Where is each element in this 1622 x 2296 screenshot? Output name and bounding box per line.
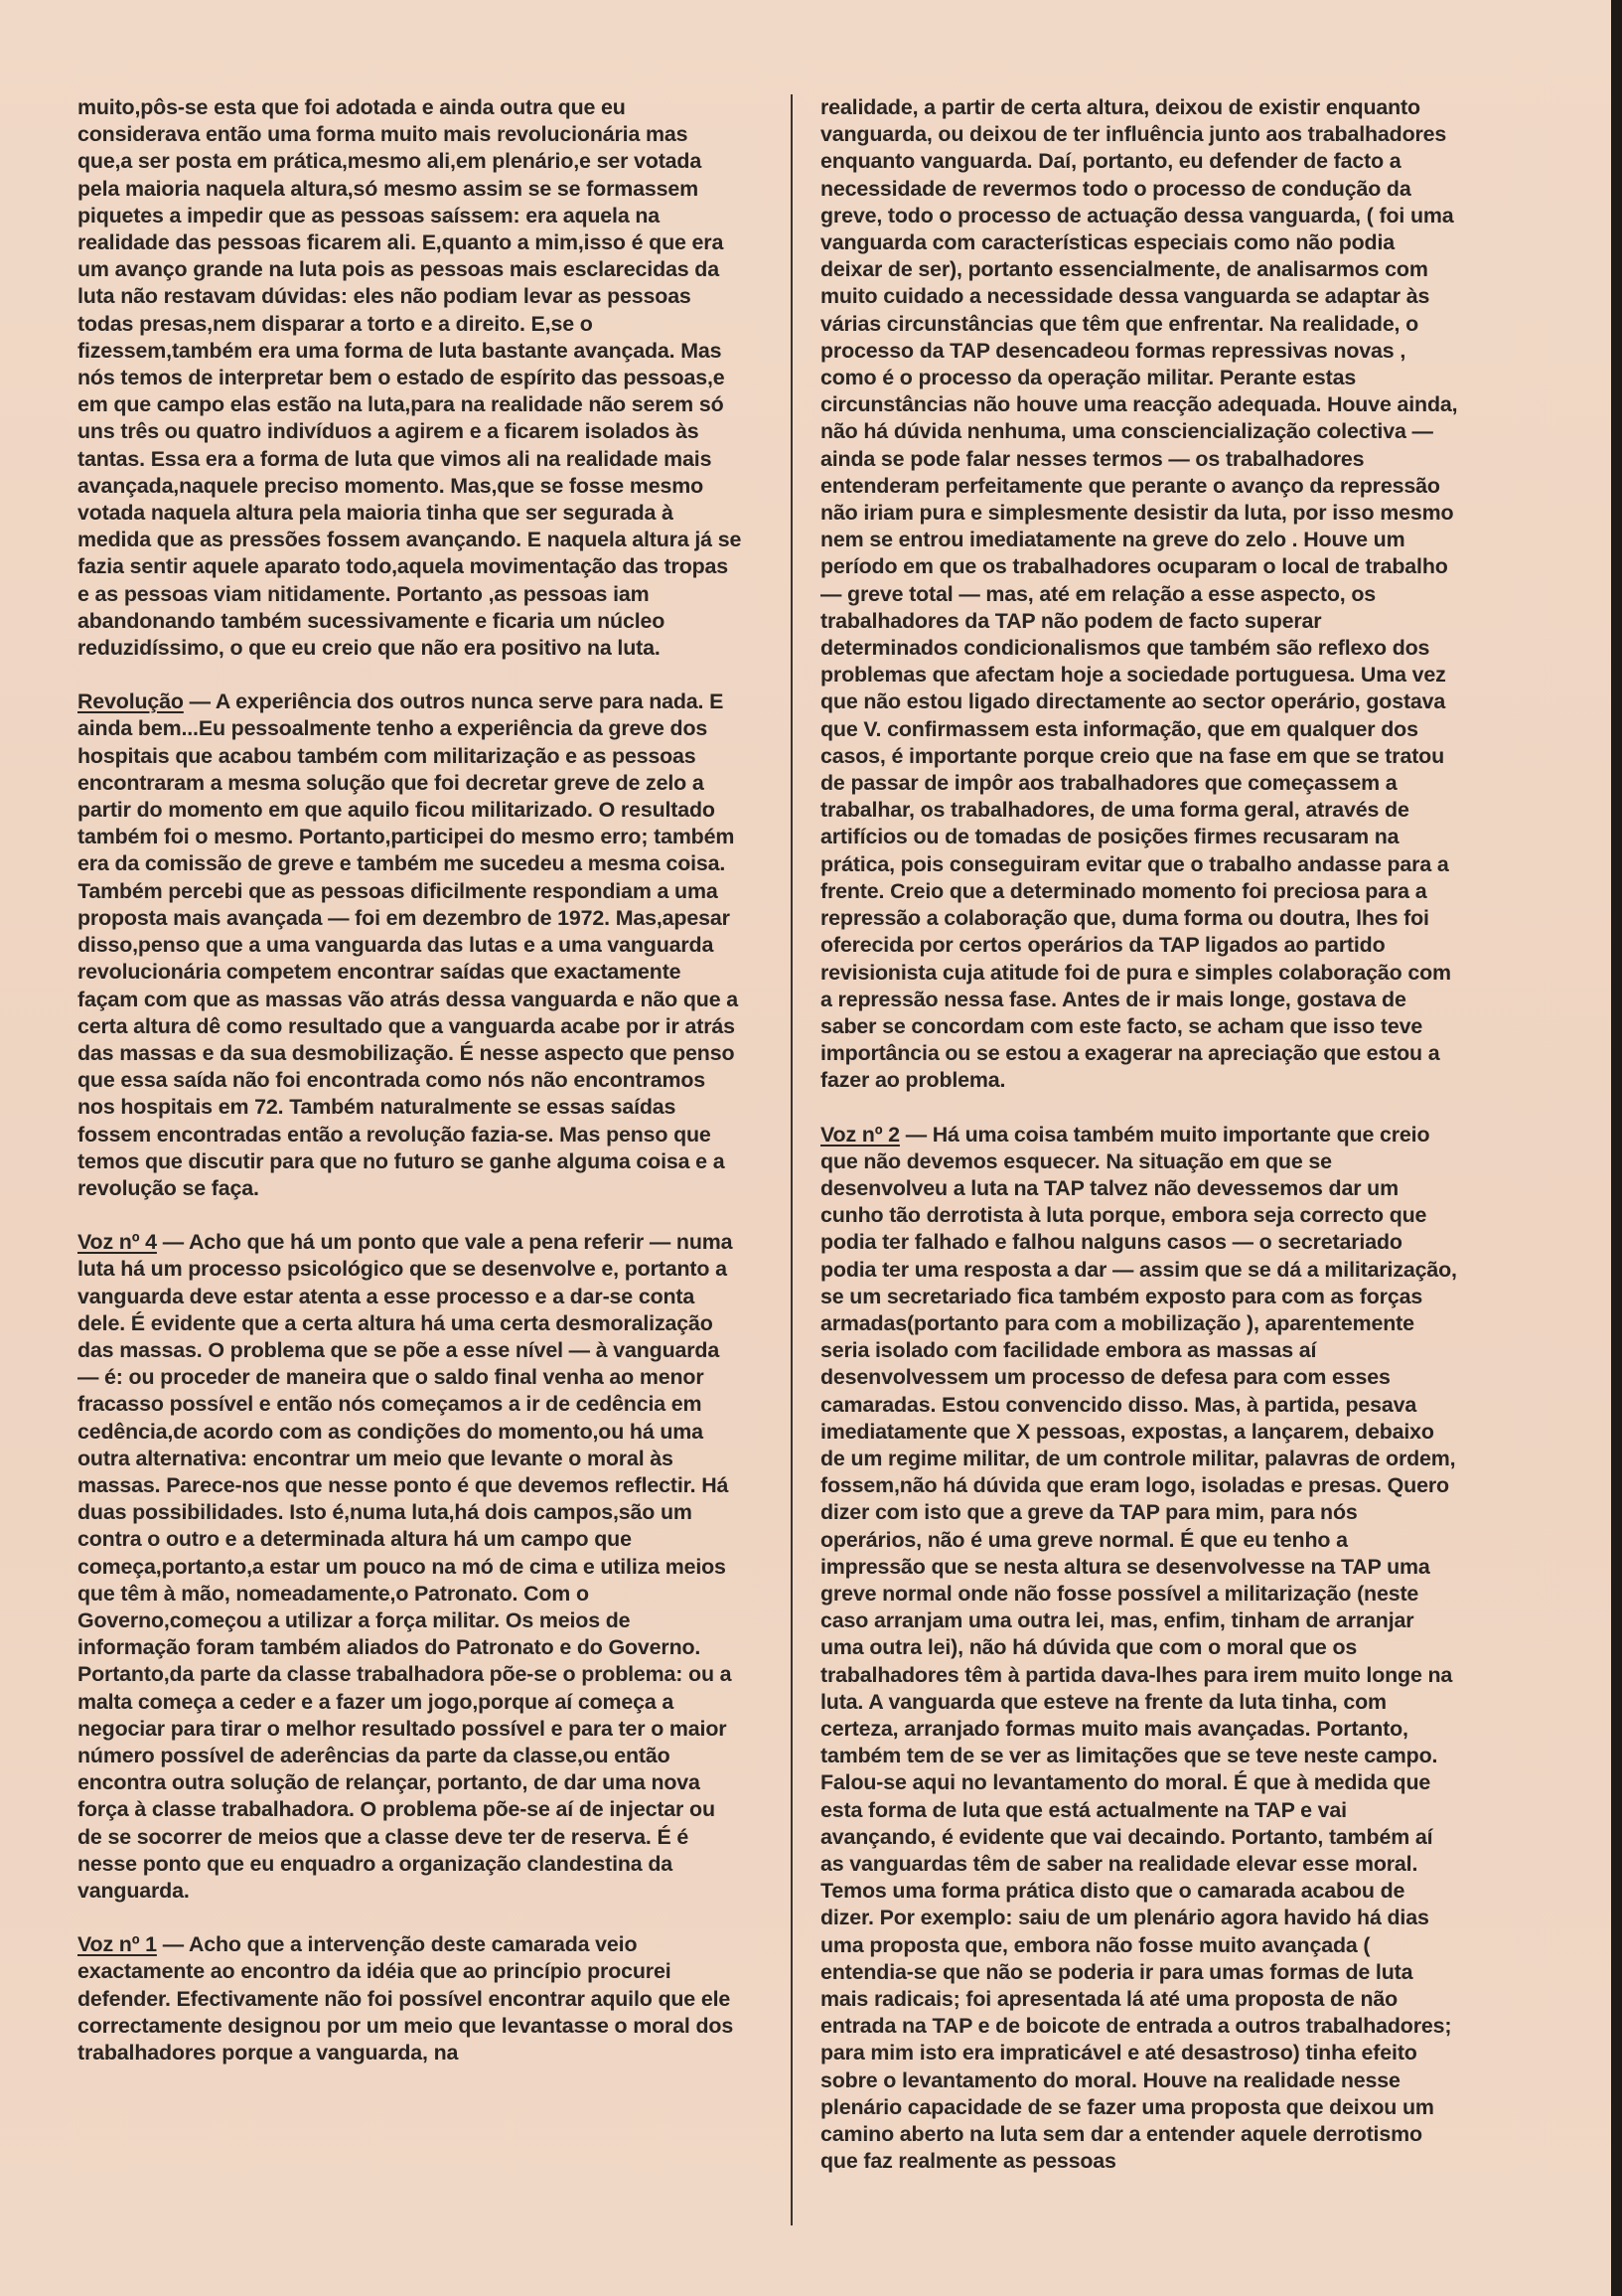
paragraph-text: — Há uma coisa também muito importante que creio que não devemos esquecer. Na situação em que se desenvolveu a luta na TAP talvez não devessemos dar um cunho tão derrotista à luta porque, embora seja correcto que podia ter falhado e falhou nalguns casos — o secretariado podia ter uma resposta a dar — assim que se dá a militarização, se um secretariado fica também exposto para com as forças armadas(portanto para com a mobilização ), aparentemente seria isolado com facilidade embora as massas aí desenvolvessem um processo de defesa para com esses camaradas. Estou convencido disso. Mas, à partida, pesava imediatamente que X pessoas, expostas, a lançarem, debaixo de um regime militar, de um controle militar, palavras de ordem, fossem,não há dúvida que eram logo, isoladas e presas. Quero dizer com isto que a greve da TAP para mim, para nós operários, não é uma greve normal. É que eu tenho a impressão que se nesta altura se desenvolvesse na TAP uma greve normal onde não fosse possível a militarização (neste caso arranjam uma outra lei, mas, enfim, tinham de arranjar uma outra lei), não há dúvida que com o moral que os trabalhadores têm à partida dava-lhes para irem muito longe na luta. A vanguarda que esteve na frente da luta tinha, com certeza, arranjado formas muito mais avançadas. Portanto, também tem de se ver as limitações que se teve neste campo. Falou-se aqui no levantamento do moral. É que à medida que esta forma de luta que está actualmente na TAP e vai avançando, é evidente que vai decaindo. Portanto, também aí as vanguardas têm de saber na realidade elevar esse moral. Temos uma forma prática disto que o camarada acabou de dizer. Por exemplo: saiu de um plenário agora havido há dias uma proposta que, embora não fosse muito avançada ( entendia-se que não se poderia ir para umas formas de luta mais radicais; foi apresentada lá até uma proposta de não entrada na TAP e de boicote de entrada a outros trabalhadores; para mim isto era impraticável e até desastroso) tinha efeito sobre o levantamento do moral. Houve na realidade nesse plenário capacidade de se fazer uma proposta que deixou um camino aberto na luta sem dar a entender aquele derrotismo que faz realmente as pessoas xyxy=(820,1123,1457,2174)
paragraph-text: realidade, a partir de certa altura, deixou de existir enquanto vanguarda, ou deixou de ter influência junto aos trabalhadores enquanto vanguarda. Daí, portanto, eu defender de facto a necessidade de revermos todo o processo de condução da greve, todo o processo de actuação dessa vanguarda, ( foi uma vanguarda com características especiais como não podia deixar de ser), portanto essencialmente, de analisarmos com muito cuidado a necessidade dessa vanguarda se adaptar às várias circunstâncias que têm que enfrentar. Na realidade, o processo da TAP desencadeou formas repressivas novas , como é o processo da operação militar. Perante estas circunstâncias não houve uma reacção adequada. Houve ainda, não há dúvida nenhuma, uma consciencialização colectiva — ainda se pode falar nesses termos — os trabalhadores entenderam perfeitamente que perante o avanço da repressão não iriam pura e simplesmente desistir da luta, por isso mesmo nem se entrou imediatamente na greve do zelo . Houve um período em que os trabalhadores ocuparam o local de trabalho — greve total — mas, até em relação a esse aspecto, os trabalhadores da TAP não podem de facto superar determinados condicionalismos que também são reflexo dos problemas que afectam hoje a sociedade portuguesa. Uma vez que não estou ligado directamente ao sector operário, gostava que V. confirmassem esta informação, que em qualquer dos casos, é importante porque creio que na fase em que se tratou de passar de impôr aos trabalhadores que começassem a trabalhar, os trabalhadores, de uma forma geral, através de artifícios ou de tomadas de posições firmes recusaram na prática, pois conseguiram evitar que o trabalho andasse para a frente. Creio que a determinado momento foi preciosa para a repressão a colaboração que, duma forma ou doutra, lhes foi oferecida por certos operários da TAP ligados ao partido revisionista cuja atitude foi de pura e simples colaboração com a repressão nessa fase. Antes de ir mais longe, gostava de saber se concordam com este facto, se acham que isso teve importância ou se estou a exagerar na apreciação que estou a fazer ao problema. xyxy=(820,95,1458,1093)
paragraph-revolucao xyxy=(77,689,743,1202)
left-column xyxy=(77,94,743,2093)
paragraph-text: muito,pôs-se esta que foi adotada e ainda outra que eu considerava então uma forma muito mais revolucionária mas que,a ser posta em prática,mesmo ali,em plenário,e ser votada pela maioria naquela altura,só mesmo assim se se formassem piquetes a impedir que as pessoas saíssem: era aquela na realidade das pessoas ficarem ali. E,quanto a mim,isso é que era um avanço grande na luta pois as pessoas mais esclarecidas da luta não restavam dúvidas: eles não podiam levar as pessoas todas presas,nem disparar a torto e a direito. E,se o fizessem,também era uma forma de luta bastante avançada. Mas nós temos de interpretar bem o estado de espírito das pessoas,e em que campo elas estão na luta,para na realidade não serem só uns três ou quatro indivíduos a agirem e a ficarem isolados às tantas. Essa era a forma de luta que vimos ali na realidade mais avançada,naquele preciso momento. Mas,que se fosse mesmo votada naquela altura pela maioria tinha que ser segurada à medida que as pressões fossem avançando. E naquela altura já se fazia sentir aquele aparato todo,aquela movimentação das tropas e as pessoas viam nitidamente. Portanto ,as pessoas iam abandonando também sucessivamente e ficaria um núcleo reduzidíssimo, o que eu creio que não era positivo na luta. xyxy=(77,95,742,661)
speaker-label: Voz nº 4 xyxy=(77,1230,157,1255)
column-divider xyxy=(791,94,793,2225)
speaker-label: Voz nº 2 xyxy=(820,1122,900,1147)
page-edge-shadow xyxy=(1611,0,1622,2296)
paragraph-text: — Acho que a intervenção deste camarada veio exactamente ao encontro da idéia que ao princípio procurei defender. Efectivamente não foi possível encontrar aquilo que ele correctamente designou por um meio que levantasse o moral dos trabalhadores porque a vanguarda, na xyxy=(77,1932,733,2065)
speaker-label: Voz nº 1 xyxy=(77,1932,157,1957)
paragraph-continuation-right xyxy=(820,94,1458,1095)
paragraph-text: — A experiência dos outros nunca serve para nada. E ainda bem...Eu pessoalmente tenho a experiência da greve dos hospitais que acabou também com militarização e as pessoas encontraram a mesma solução que foi decretar greve de zelo a partir do momento em que aquilo ficou militarizado. O resultado também foi o mesmo. Portanto,participei do mesmo erro; também era da comissão de greve e também me sucedeu a mesma coisa. Também percebi que as pessoas dificilmente respondiam a uma proposta mais avançada — foi em dezembro de 1972. Mas,apesar disso,penso que a uma vanguarda das lutas e a uma vanguarda revolucionária competem encontrar saídas que exactamente façam com que as massas vão atrás dessa vanguarda e não que a certa altura dê como resultado que a vanguarda acabe por ir atrás das massas e da sua desmobilização. É nesse aspecto que penso que essa saída não foi encontrada como nós não encontramos nos hospitais em 72. Também naturalmente se essas saídas fossem encontradas então a revolução fazia-se. Mas penso que temos que discutir para que no futuro se ganhe alguma coisa e a revolução se faça. xyxy=(77,689,738,1200)
paragraph-continuation-left xyxy=(77,94,743,662)
paragraph-voz-1 xyxy=(77,1931,743,2066)
paragraph-voz-2 xyxy=(820,1122,1458,2176)
paragraph-text: — Acho que há um ponto que vale a pena referir — numa luta há um processo psicológico que se desenvolve e, portanto a vanguarda deve estar atenta a esse processo e a dar-se conta dele. É evidente que a certa altura há uma certa desmoralização das massas. O problema que se põe a esse nível — à vanguarda — é: ou proceder de maneira que o saldo final venha ao menor fracasso possível e então nós começamos a ir de cedência em cedência,de acordo com as condições do momento,ou há uma outra alternativa: encontrar um meio que levante o moral às massas. Parece-nos que nesse ponto é que devemos reflectir. Há duas possibilidades. Isto é,numa luta,há dois campos,são um contra o outro e a determinada altura há um campo que começa,portanto,a estar um pouco na mó de cima e utiliza meios que têm à mão, nomeadamente,o Patronato. Com o Governo,começou a utilizar a força militar. Os meios de informação foram também aliados do Patronato e do Governo. Portanto,da parte da classe trabalhadora põe-se o problema: ou a malta começa a ceder e a fazer um jogo,porque aí começa a negociar para tirar o melhor resultado possível e para ter o maior número possível de aderências da parte da classe,ou então encontra outra solução de relançar, portanto, de dar uma nova força à classe trabalhadora. O problema põe-se aí de injectar ou de se socorrer de meios que a classe deve ter de reserva. É é nesse ponto que eu enquadro a organização clandestina da vanguarda. xyxy=(77,1230,732,1903)
speaker-label: Revolução xyxy=(77,689,184,714)
paragraph-voz-4 xyxy=(77,1229,743,1905)
right-column xyxy=(820,94,1458,2202)
